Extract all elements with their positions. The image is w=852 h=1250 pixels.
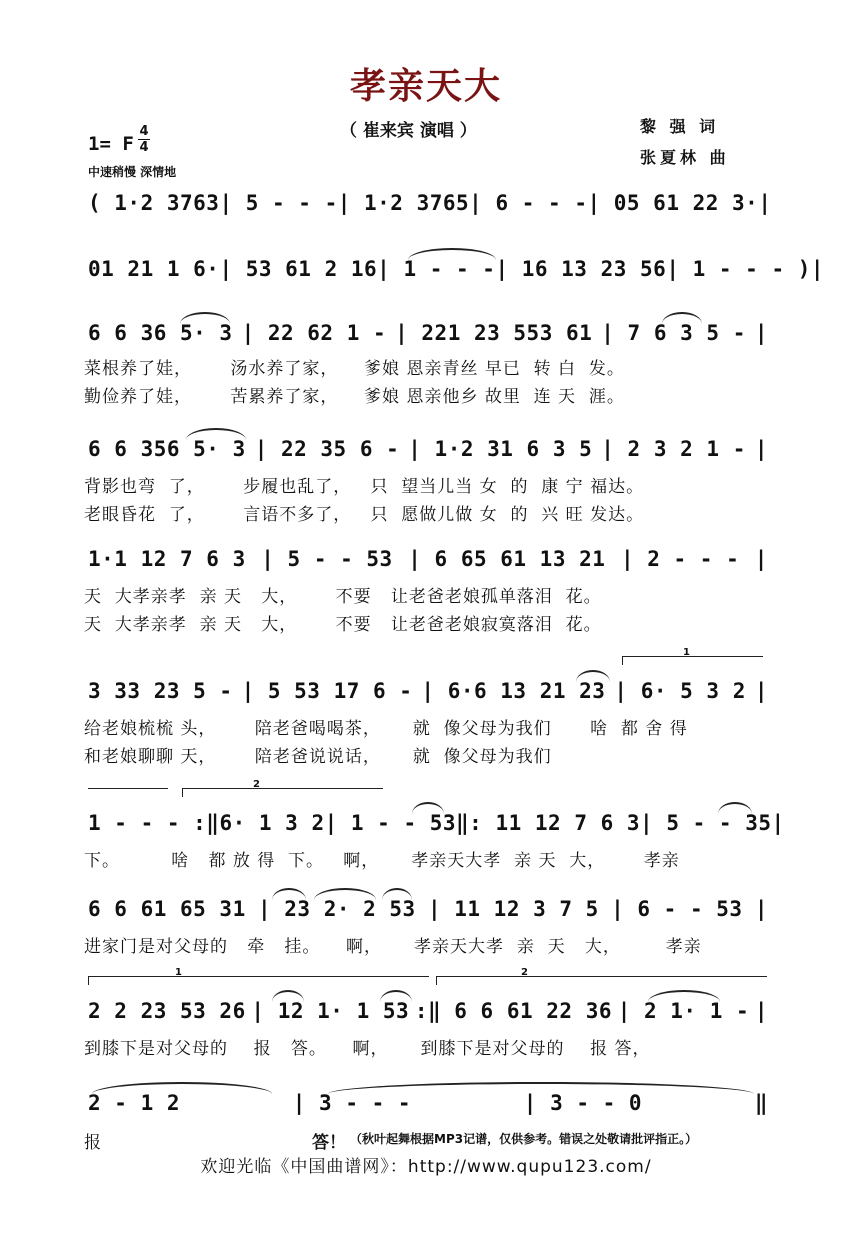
notation-line [88,256,825,282]
measure: ‖: 11 12 7 6 3 [456,811,641,835]
lyric-verse-1: 给老娘梳梳 头， 陪老爸喝喝茶， 就 像父母为我们 啥 都 舍 得 [84,719,688,739]
lyricist-credit: 黎 强 词 [640,117,720,136]
notation-line [88,546,768,572]
measure: | 2 1· 1 - [617,999,750,1023]
transcription-note: （秋叶起舞根据MP3记谱，仅供参考。错误之处敬请批评指正。） [350,1132,698,1146]
measure: | 2 - - - [620,547,740,571]
key-signature: 1= F [88,133,134,155]
lyric-verse-1: 天 大孝亲孝 亲 天 大， 不要 让老爸老娘孤单落泪 花。 [84,587,602,607]
lyric-verse-2: 老眼昏花 了， 言语不多了， 只 愿做儿做 女 的 兴 旺 发达。 [84,505,645,525]
barline: | [771,811,785,835]
volta-bracket-2 [436,967,767,985]
barline: | [754,321,768,345]
measure: ( 1·2 3763 [88,191,220,215]
singer-credit: （ 崔来宾 演唱 ） [340,121,477,141]
notation-line [88,320,768,346]
notation-line [88,998,768,1024]
notation-line [88,896,768,922]
meter-top: 4 [139,124,149,139]
measure: | 05 61 22 3· [587,191,759,215]
measure: 2 - 1 2 [88,1091,181,1115]
measure: | 1 - - - [377,257,496,281]
lyric-verse-1: 背影也弯 了， 步履也乱了， 只 望当儿当 女 的 康 宁 福达。 [84,477,645,497]
measure: | 1 - - 53 [324,811,457,835]
lyric-verse-1: 菜根养了娃， 汤水养了家， 爹娘 恩亲青丝 早已 转 白 发。 [84,359,625,379]
measure: | 12 1· 1 53 [251,999,410,1023]
measure: | 1 - - - ) [666,257,811,281]
volta-number: 2 [521,967,528,978]
barline: | [754,679,768,703]
measure: | 3 - - - [292,1091,412,1115]
notation-line [88,810,785,836]
final-lyric-start: 报 [84,1133,101,1153]
measure: :‖ 6 6 61 22 36 [414,999,612,1023]
measure: | 5 53 17 6 - [241,679,413,703]
measure: | 5 - - - [219,191,338,215]
lyric-verse-2: 和老娘聊聊 天， 陪老爸说说话， 就 像父母为我们 [84,747,552,767]
measure: | 16 13 23 56 [495,257,667,281]
notation-line [88,436,768,462]
measure: | 6· 5 3 2 [614,679,746,703]
measure: 2 2 23 53 26 [88,999,246,1023]
meter-bottom: 4 [139,140,149,155]
measure: | 3 - - 0 [523,1091,643,1115]
barline: | [754,897,768,921]
volta-continuation [88,788,168,797]
measure: 6 6 36 5· 3 [88,321,233,345]
volta-bracket-2 [182,779,383,797]
measure: | 5 - - 35 [640,811,772,835]
final-lyric-end: 答！ [312,1133,346,1153]
measure: | 5 - - 53 [261,547,393,571]
measure: | 1·2 3765 [337,191,470,215]
lyric-line: 到膝下是对父母的 报 答。 啊， 到膝下是对父母的 报 答， [84,1039,651,1059]
measure: | 6 65 61 13 21 [408,547,606,571]
notation-line [88,190,772,216]
lyric-line: 下。 啥 都 放 得 下。 啊， 孝亲天大孝 亲 天 大， 孝亲 [84,851,680,871]
volta-bracket-1 [622,647,763,665]
measure: | 22 35 6 - [254,437,400,461]
measure: | 2 3 2 1 - [601,437,746,461]
volta-number: 1 [175,967,182,978]
tempo-marking: 中速稍慢 深情地 [88,165,177,179]
measure: | 6 - - 53 [611,897,743,921]
measure: | 7 6 3 5 - [601,321,746,345]
measure: | 53 61 2 16 [219,257,378,281]
time-signature [138,124,150,155]
notation-line [88,1090,768,1116]
measure: 1·1 12 7 6 3 [88,547,246,571]
barline: | [810,257,825,281]
measure: 3 33 23 5 - [88,679,233,703]
site-footer: 欢迎光临《中国曲谱网》：http://www.qupu123.com/ [200,1157,652,1177]
measure: | 11 12 3 7 5 [427,897,599,921]
measure: 1 - - - :‖ [88,811,220,835]
lyric-verse-2: 勤俭养了娃， 苦累养了家， 爹娘 恩亲他乡 故里 连 天 涯。 [84,387,625,407]
final-barline: ‖ [754,1091,768,1115]
measure: | 221 23 553 61 [395,321,593,345]
barline: | [758,191,772,215]
measure: 01 21 1 6· [88,257,220,281]
composer-credit: 张夏林 曲 [640,148,730,167]
barline: | [754,547,768,571]
measure: | 1·2 31 6 3 5 [408,437,593,461]
volta-bracket-1 [88,967,429,985]
measure: 6 6 356 5· 3 [88,437,246,461]
measure: | 23 2· 2 53 [257,897,416,921]
notation-line [88,678,768,704]
barline: | [754,437,768,461]
measure: 6 6 61 65 31 [88,897,246,921]
song-title: 孝亲天大 [349,66,502,107]
lyric-verse-2: 天 大孝亲孝 亲 天 大， 不要 让老爸老娘寂寞落泪 花。 [84,615,602,635]
barline: | [754,999,768,1023]
volta-number: 2 [253,779,260,790]
volta-number: 1 [683,647,690,658]
measure: 6· 1 3 2 [219,811,325,835]
measure: | 6 - - - [469,191,588,215]
measure: | 22 62 1 - [241,321,387,345]
lyric-line: 进家门是对父母的 牵 挂。 啊， 孝亲天大孝 亲 天 大， 孝亲 [84,937,702,957]
measure: | 6·6 13 21 23 [421,679,606,703]
